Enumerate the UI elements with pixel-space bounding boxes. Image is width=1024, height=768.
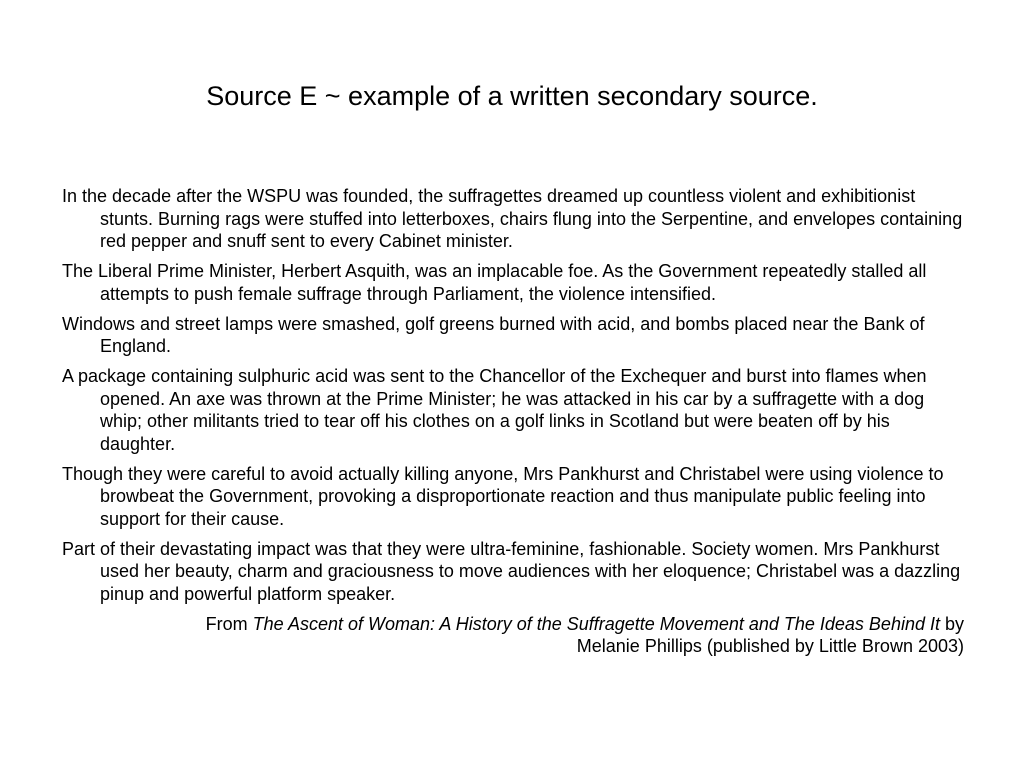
- paragraph-asquith: The Liberal Prime Minister, Herbert Asquith, was an implacable foe. As the Government repeatedly stalled all attempts to push female suffrage through Parliament, the violence intensified.: [62, 261, 927, 304]
- slide-title: Source E ~ example of a written secondary source.: [206, 81, 818, 111]
- paragraph-pankhurst-violence: Though they were careful to avoid actually killing anyone, Mrs Pankhurst and Christabel were using violence to browbeat the Government, provoking a disproportionate reaction and thus manipulate public feeling into support for their cause.: [62, 463, 944, 529]
- paragraph-wspu-stunts: In the decade after the WSPU was founded, the suffragettes dreamed up countless violent and exhibitionist stunts. Burning rags were stuffed into letterboxes, chairs flung into the Serpentine, and envelopes containing red pepper and snuff sent to every Cabinet minister.: [62, 186, 963, 251]
- paragraph-ultra-feminine: Part of their devastating impact was that they were ultra-feminine, fashionable. Society women. Mrs Pankhurst used her beauty, charm and graciousness to move audiences with her eloquence; Christabel was a dazzling pinup and powerful platform speaker.: [62, 538, 961, 604]
- paragraph-windows-smashed: Windows and street lamps were smashed, golf greens burned with acid, and bombs placed near the Bank of England.: [62, 313, 925, 356]
- citation-book-title: The Ascent of Woman: A History of the Suffragette Movement and The Ideas Behind It: [252, 613, 940, 634]
- citation-prefix: From: [205, 613, 253, 634]
- paragraph-sulphuric-acid: A package containing sulphuric acid was sent to the Chancellor of the Exchequer and burst into flames when opened. An axe was thrown at the Prime Minister; he was attacked in his car by a suffragette with a dog whip; other militants tried to tear off his clothes on a golf links in Scotland but were beaten off by his daughter.: [62, 366, 927, 454]
- citation-author-publisher: Melanie Phillips (published by Little Brown 2003): [576, 636, 964, 656]
- source-citation: [62, 613, 964, 658]
- source-text-body: [62, 185, 964, 658]
- citation-by: by: [939, 613, 964, 634]
